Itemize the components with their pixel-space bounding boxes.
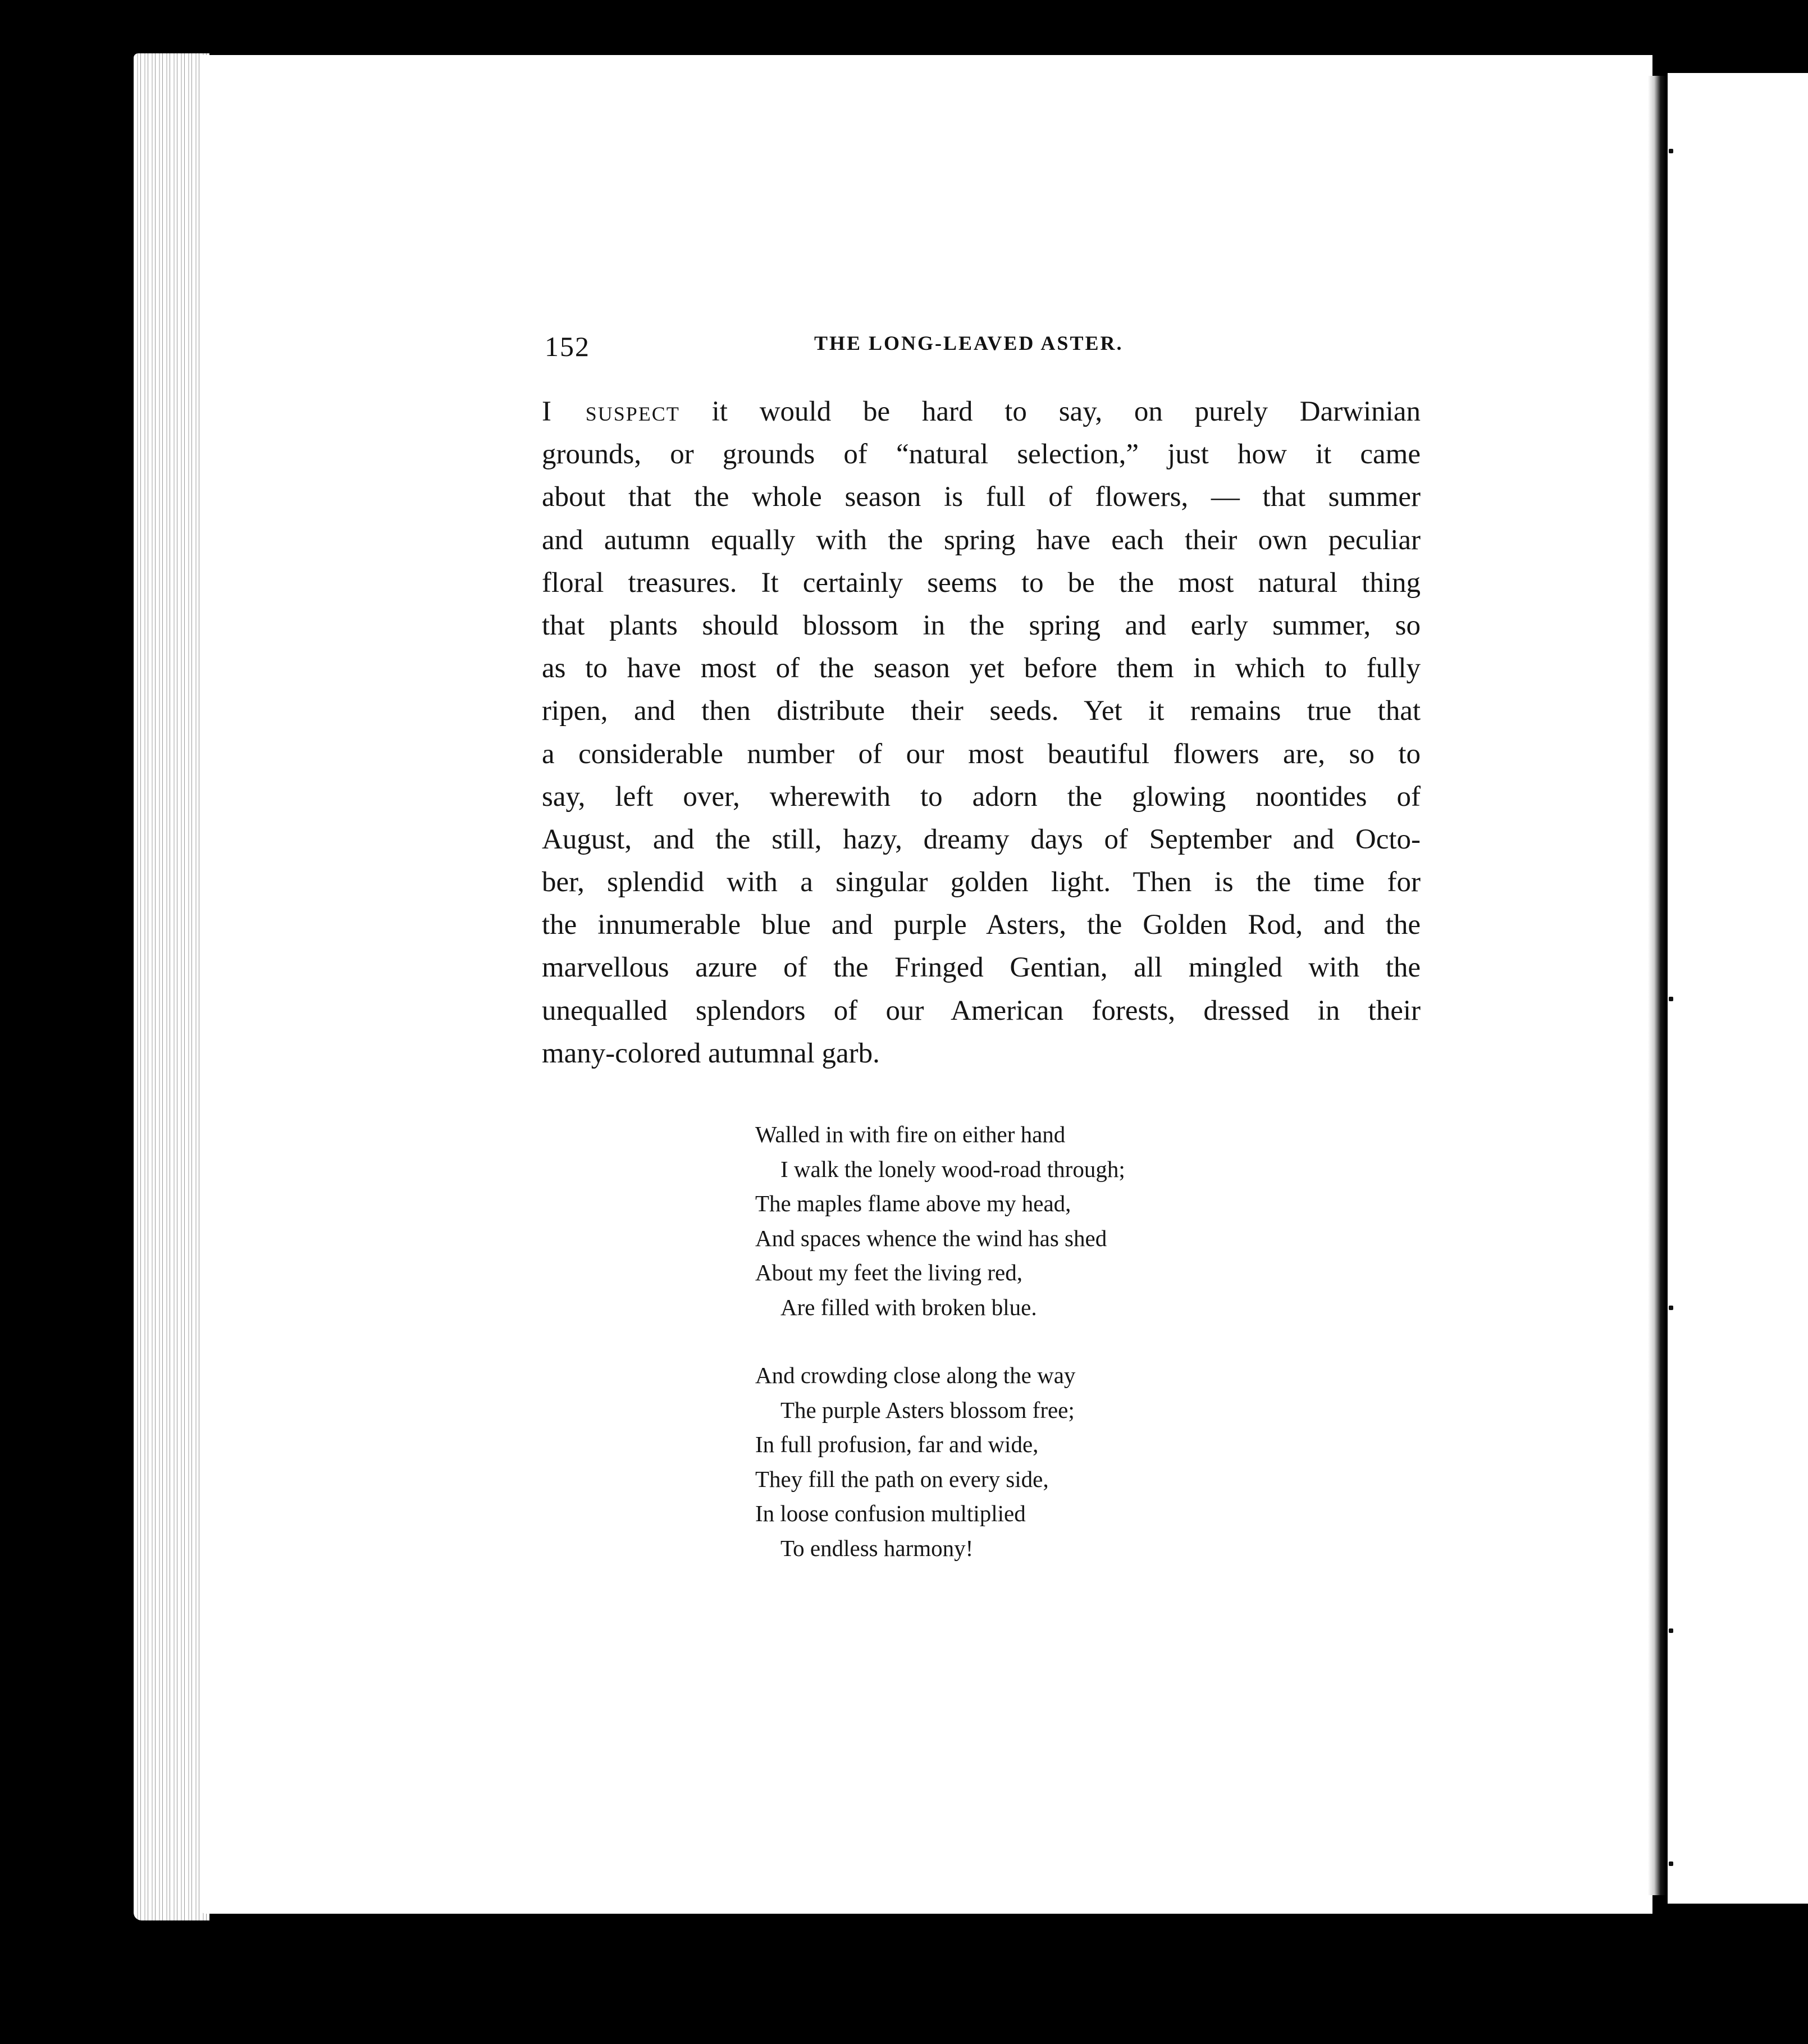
facing-page-mark [1669, 1628, 1673, 1633]
page-edge-stack [134, 53, 209, 1920]
poem-line: And spaces whence the wind has shed [755, 1225, 1107, 1251]
poem-stanza [755, 1117, 1125, 1325]
poem-line: To endless harmony! [780, 1535, 974, 1561]
prose-line: August, and the still, hazy, dreamy days of September and Octo- [542, 823, 1421, 855]
poem-line: I walk the lonely wood-road through; [780, 1156, 1125, 1182]
prose-line: say, left over, wherewith to adorn the glowing noontides of [542, 781, 1421, 813]
lead-word: I suspect [542, 396, 680, 427]
facing-page-mark [1669, 1862, 1673, 1866]
page-number: 152 [545, 331, 590, 362]
facing-page-mark [1669, 149, 1673, 153]
facing-page-edge [1668, 73, 1808, 1904]
prose-line: unequalled splendors of our American forests, dressed in their [542, 994, 1421, 1026]
facing-page-mark [1669, 997, 1673, 1001]
prose-line: ripen, and then distribute their seeds. Yet it remains true that [542, 695, 1421, 727]
book-gutter-shadow [1648, 76, 1666, 1895]
prose-line [542, 390, 1421, 433]
poem-line: About my feet the living red, [755, 1260, 1022, 1285]
poem-line: In loose confusion multiplied [755, 1500, 1026, 1526]
running-head: THE LONG-LEAVED ASTER. [814, 332, 1124, 354]
prose-line: that plants should blossom in the spring and early summer, so [542, 609, 1421, 641]
page-header [545, 330, 1409, 364]
prose-line: and autumn equally with the spring have each their own peculiar [542, 524, 1421, 556]
poem-line: In full profusion, far and wide, [755, 1431, 1039, 1457]
prose-line: many-colored autumnal garb. [542, 1037, 880, 1069]
facing-page-mark [1669, 1306, 1673, 1310]
prose-line: as to have most of the season yet before them in which to fully [542, 653, 1421, 685]
prose-line: floral treasures. It certainly seems to be the most natural thing [542, 567, 1421, 599]
poem-line: The maples flame above my head, [755, 1190, 1071, 1216]
prose-line: grounds, or grounds of “natural selection,” just how it came [542, 439, 1421, 471]
poem-line: They fill the path on every side, [755, 1466, 1049, 1492]
prose-line: ber, splendid with a singular golden light. Then is the time for [542, 866, 1421, 898]
poem-line: And crowding close along the way [755, 1362, 1076, 1388]
poem-line: Walled in with fire on either hand [755, 1121, 1066, 1147]
prose-paragraph [542, 390, 1421, 1075]
first-line-text: it would be hard to say, on purely Darwinian [679, 396, 1421, 427]
poem-line: Are filled with broken blue. [780, 1294, 1037, 1320]
poem-line: The purple Asters blossom free; [780, 1397, 1075, 1423]
prose-line: the innumerable blue and purple Asters, the Golden Rod, and the [542, 909, 1421, 941]
prose-line: a considerable number of our most beautiful flowers are, so to [542, 738, 1421, 770]
prose-line: marvellous azure of the Fringed Gentian, all mingled with the [542, 952, 1421, 984]
poem [755, 1117, 1125, 1599]
poem-stanza [755, 1358, 1125, 1566]
prose-line: about that the whole season is full of flowers, — that summer [542, 481, 1421, 513]
